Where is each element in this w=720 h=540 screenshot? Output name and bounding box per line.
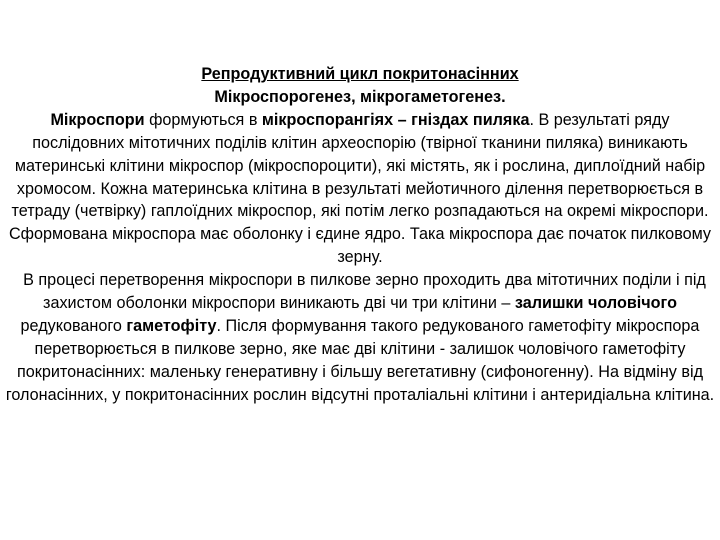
slide-title: Репродуктивний цикл покритонасінних <box>201 65 519 83</box>
paragraph-text: формуються в <box>144 110 262 129</box>
paragraph-text: редукованого <box>20 316 127 335</box>
slide-subtitle: Мікроспорогенез, мікрогаметогенез. <box>214 87 506 106</box>
term-microsporangia: мікроспорангіях – гніздах пиляка <box>261 110 530 129</box>
slide-text-body <box>4 63 716 407</box>
term-microspores: Мікроспори <box>50 110 145 129</box>
term-male-remnants: залишки чоловічого <box>514 294 677 313</box>
paragraph-text: . Після формування такого редукованого гаметофіту мікроспора перетворюється в пилкове зерно, яке має дві клітини - залишок чоловічого гаметофіту покритонасінних: маленьку генеративну і більшу вегетативну (сифоногенну). На відміну від голонасінних, у покритонасінних рослин відсутні проталіальні клітини і антеридіальна клітина. <box>5 316 715 404</box>
term-gametophyte: гаметофіту <box>126 316 217 335</box>
paragraph-pollen-grain <box>4 269 716 406</box>
paragraph-text: . В результаті ряду послідовних мітотичних поділів клітин археоспорію (твірної тканини пиляка) виникають материнські клітини мікроспор (мікроспороцити), які містять, як і рослина, диплоїдний набір хромосом. Кожна материнська клітина в результаті мейотичного ділення перетворюється в тетраду (четвірку) гаплоїдних мікроспор, які потім легко розпадаються на окремі мікроспори. Сформована мікроспора має оболонку і єдине ядро. Така мікроспора дає початок пилковому зерну. <box>8 110 712 267</box>
paragraph-text: В процесі перетворення мікроспори в пилкове зерно проходить два мітотичних поділи і під захистом оболонки мікроспори виникають дві чи три клітини – <box>23 271 706 313</box>
paragraph-microspores <box>4 109 716 269</box>
